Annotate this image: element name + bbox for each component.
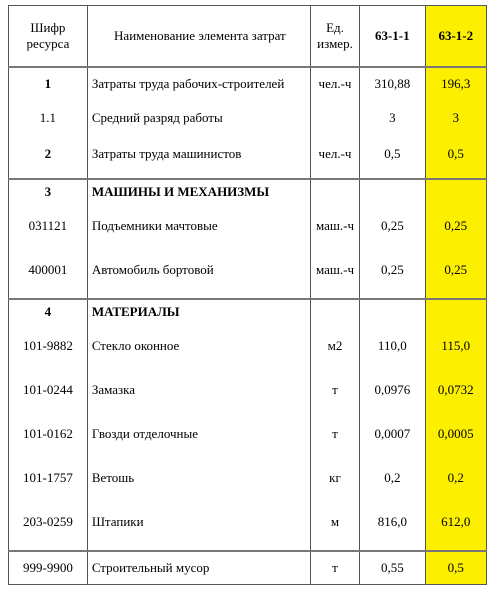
row-name: Штапики — [87, 500, 310, 544]
row-name: Строительный мусор — [87, 551, 310, 585]
row-unit — [310, 299, 359, 324]
row-value-63-1-1: 3 — [360, 100, 426, 136]
row-name: Гвозди отделочные — [87, 412, 310, 456]
row-value-63-1-1: 0,25 — [360, 248, 426, 292]
row-name: Затраты труда рабочих-строителей — [87, 67, 310, 100]
row-value-63-1-1: 816,0 — [360, 500, 426, 544]
row-code: 3 — [9, 179, 88, 204]
row-name: Подъемники мачтовые — [87, 204, 310, 248]
header-unit: Ед. измер. — [310, 6, 359, 68]
row-code: 1 — [9, 67, 88, 100]
table-row — [9, 324, 487, 368]
header-col-63-1-1: 63-1-1 — [360, 6, 426, 68]
row-unit: чел.-ч — [310, 67, 359, 100]
table-row — [9, 368, 487, 412]
table-row — [9, 500, 487, 544]
row-unit: маш.-ч — [310, 248, 359, 292]
table-row — [9, 551, 487, 585]
row-code: 203-0259 — [9, 500, 88, 544]
table-row — [9, 100, 487, 136]
row-value-63-1-2: 115,0 — [425, 324, 486, 368]
row-code: 101-0162 — [9, 412, 88, 456]
row-value-63-1-1: 0,5 — [360, 136, 426, 172]
row-value-63-1-1: 0,0976 — [360, 368, 426, 412]
row-code: 999-9900 — [9, 551, 88, 585]
row-value-63-1-1: 0,25 — [360, 204, 426, 248]
row-unit: маш.-ч — [310, 204, 359, 248]
row-value-63-1-1: 0,2 — [360, 456, 426, 500]
section-title: МАТЕРИАЛЫ — [87, 299, 310, 324]
row-code: 2 — [9, 136, 88, 172]
row-name: Автомобиль бортовой — [87, 248, 310, 292]
row-name: Затраты труда машинистов — [87, 136, 310, 172]
row-value-63-1-1 — [360, 179, 426, 204]
row-value-63-1-1: 0,55 — [360, 551, 426, 585]
row-value-63-1-2 — [425, 179, 486, 204]
table-row — [9, 248, 487, 292]
row-value-63-1-2: 3 — [425, 100, 486, 136]
row-unit — [310, 179, 359, 204]
row-value-63-1-1: 110,0 — [360, 324, 426, 368]
section-heading-row — [9, 299, 487, 324]
row-value-63-1-2: 0,5 — [425, 551, 486, 585]
row-value-63-1-2: 0,0732 — [425, 368, 486, 412]
row-value-63-1-2: 0,0005 — [425, 412, 486, 456]
row-value-63-1-1: 310,88 — [360, 67, 426, 100]
resource-table-wrapper — [8, 5, 487, 585]
row-name: Замазка — [87, 368, 310, 412]
row-name: Ветошь — [87, 456, 310, 500]
row-code: 101-9882 — [9, 324, 88, 368]
row-value-63-1-1 — [360, 299, 426, 324]
table-row — [9, 456, 487, 500]
row-value-63-1-2: 0,2 — [425, 456, 486, 500]
section-title: МАШИНЫ И МЕХАНИЗМЫ — [87, 179, 310, 204]
row-unit: чел.-ч — [310, 136, 359, 172]
row-unit: кг — [310, 456, 359, 500]
header-col-63-1-2: 63-1-2 — [425, 6, 486, 68]
row-value-63-1-2: 196,3 — [425, 67, 486, 100]
row-code: 4 — [9, 299, 88, 324]
row-unit: т — [310, 551, 359, 585]
row-value-63-1-2: 612,0 — [425, 500, 486, 544]
row-value-63-1-2: 0,25 — [425, 204, 486, 248]
row-code: 031121 — [9, 204, 88, 248]
header-code: Шифр ресурса — [9, 6, 88, 68]
row-unit: м — [310, 500, 359, 544]
row-name: Стекло оконное — [87, 324, 310, 368]
row-code: 101-0244 — [9, 368, 88, 412]
row-unit — [310, 100, 359, 136]
row-value-63-1-2: 0,5 — [425, 136, 486, 172]
row-value-63-1-1: 0,0007 — [360, 412, 426, 456]
row-unit: м2 — [310, 324, 359, 368]
row-unit: т — [310, 368, 359, 412]
table-row — [9, 136, 487, 172]
row-code: 1.1 — [9, 100, 88, 136]
table-row — [9, 67, 487, 100]
section-heading-row — [9, 179, 487, 204]
table-header-row — [9, 6, 487, 68]
row-value-63-1-2: 0,25 — [425, 248, 486, 292]
row-unit: т — [310, 412, 359, 456]
table-row — [9, 412, 487, 456]
row-code: 101-1757 — [9, 456, 88, 500]
resource-cost-table — [8, 5, 487, 585]
row-name: Средний разряд работы — [87, 100, 310, 136]
header-name: Наименование элемента затрат — [87, 6, 310, 68]
row-code: 400001 — [9, 248, 88, 292]
table-row — [9, 204, 487, 248]
row-value-63-1-2 — [425, 299, 486, 324]
